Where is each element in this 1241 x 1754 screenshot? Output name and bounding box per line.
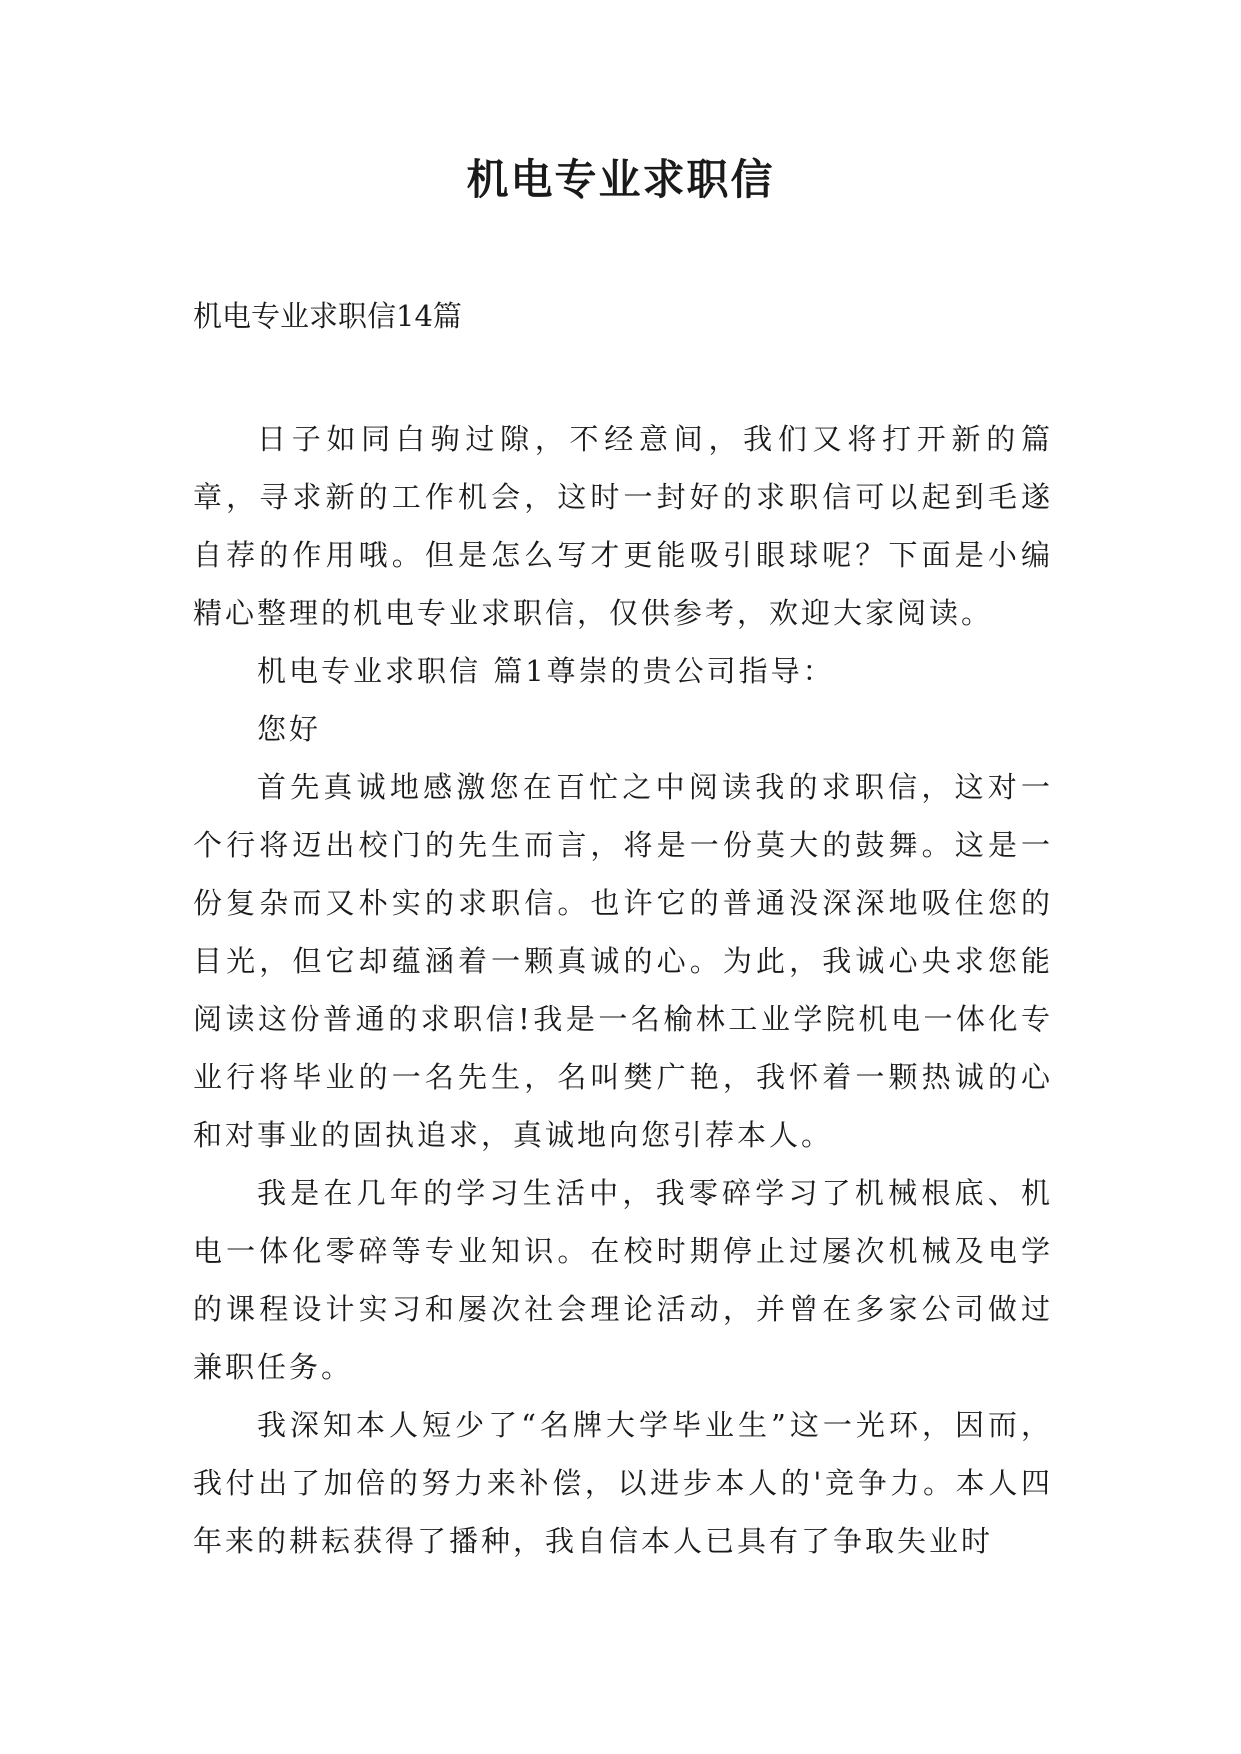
paragraph-intro: 日子如同白驹过隙，不经意间，我们又将打开新的篇章，寻求新的工作机会，这时一封好的求职信可以起到毛遂自荐的作用哦。但是怎么写才更能吸引眼球呢？下面是小编精心整理的机电专业求职信，仅供参考，欢迎大家阅读。 [193,422,1053,630]
paragraph-greeting: 您好 [257,712,322,746]
document-subtitle: 机电专业求职信14篇 [193,299,462,333]
document-title: 机电专业求职信 [466,155,775,204]
paragraph-study: 我是在几年的学习生活中，我零碎学习了机械根底、机电一体化零碎等专业知识。在校时期停止过屡次机械及电学的课程设计实习和屡次社会理论活动，并曾在多家公司做过兼职任务。 [193,1176,1053,1384]
paragraph-effort: 我深知本人短少了“名牌大学毕业生”这一光环，因而，我付出了加倍的努力来补偿，以进步本人的'竞争力。本人四年来的耕耘获得了播种，我自信本人已具有了争取失业时 [193,1408,1053,1558]
document-body [193,410,1053,1570]
paragraph-salutation: 机电专业求职信 篇1尊崇的贵公司指导： [257,654,835,688]
paragraph-thanks: 首先真诚地感激您在百忙之中阅读我的求职信，这对一个行将迈出校门的先生而言，将是一份莫大的鼓舞。这是一份复杂而又朴实的求职信。也许它的普通没深深地吸住您的目光，但它却蕴涵着一颗真诚的心。为此，我诚心央求您能阅读这份普通的求职信!我是一名榆林工业学院机电一体化专业行将毕业的一名先生，名叫樊广艳，我怀着一颗热诚的心和对事业的固执追求，真诚地向您引荐本人。 [193,770,1053,1152]
